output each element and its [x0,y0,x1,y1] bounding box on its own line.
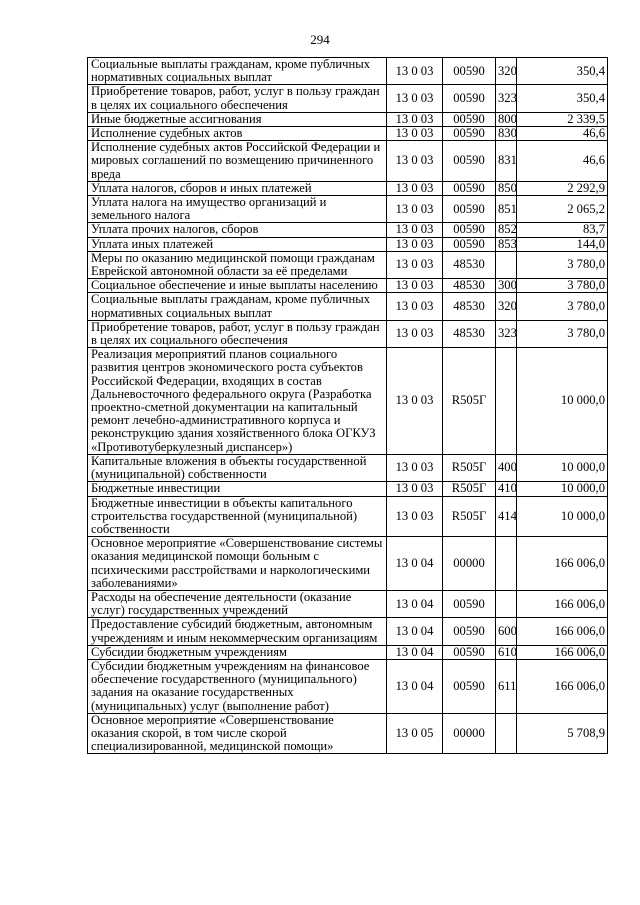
table-body [88,58,608,754]
program-code-cell: 13 0 03 [387,251,443,278]
expense-name-cell: Основное мероприятие «Совершенствование оказания скорой, в том числе скорой специализированной, медицинской помощи» [88,713,387,754]
expense-type-code-cell [496,348,517,455]
amount-cell: 166 006,0 [517,618,608,645]
expense-name-cell: Меры по оказанию медицинской помощи гражданам Еврейской автономной области за её пределами [88,251,387,278]
amount-cell: 144,0 [517,237,608,251]
amount-cell: 3 780,0 [517,320,608,347]
direction-code-cell: 00590 [443,196,496,223]
expense-name-cell: Приобретение товаров, работ, услуг в пользу граждан в целях их социального обеспечения [88,320,387,347]
direction-code-cell: 00590 [443,141,496,182]
table-row [88,320,608,347]
expense-name-cell: Приобретение товаров, работ, услуг в пользу граждан в целях их социального обеспечения [88,85,387,112]
program-code-cell: 13 0 03 [387,223,443,237]
expense-name-cell: Предоставление субсидий бюджетным, автономным учреждениям и иным некоммерческим организациям [88,618,387,645]
direction-code-cell: R505Г [443,496,496,537]
page-number: 294 [310,32,330,47]
expense-type-code-cell: 410 [496,482,517,496]
amount-cell: 166 006,0 [517,590,608,617]
program-code-cell: 13 0 03 [387,196,443,223]
expense-name-cell: Социальные выплаты гражданам, кроме публичных нормативных социальных выплат [88,293,387,320]
amount-cell: 46,6 [517,127,608,141]
program-code-cell: 13 0 03 [387,482,443,496]
direction-code-cell: 00590 [443,237,496,251]
budget-table [87,57,608,754]
direction-code-cell: 00590 [443,223,496,237]
table-row [88,618,608,645]
table-row [88,537,608,591]
expense-type-code-cell [496,251,517,278]
expense-type-code-cell: 852 [496,223,517,237]
direction-code-cell: 00590 [443,590,496,617]
amount-cell: 166 006,0 [517,645,608,659]
amount-cell: 166 006,0 [517,659,608,713]
table-row [88,590,608,617]
expense-type-code-cell: 414 [496,496,517,537]
program-code-cell: 13 0 03 [387,320,443,347]
program-code-cell: 13 0 03 [387,454,443,481]
direction-code-cell: 48530 [443,293,496,320]
expense-type-code-cell [496,713,517,754]
amount-cell: 2 065,2 [517,196,608,223]
table-row [88,85,608,112]
expense-type-code-cell: 320 [496,293,517,320]
amount-cell: 3 780,0 [517,279,608,293]
program-code-cell: 13 0 03 [387,237,443,251]
expense-name-cell: Уплата налога на имущество организаций и земельного налога [88,196,387,223]
program-code-cell: 13 0 03 [387,85,443,112]
program-code-cell: 13 0 03 [387,58,443,85]
program-code-cell: 13 0 05 [387,713,443,754]
amount-cell: 10 000,0 [517,348,608,455]
table-row [88,196,608,223]
table-row [88,348,608,455]
amount-cell: 3 780,0 [517,251,608,278]
table-row [88,454,608,481]
direction-code-cell: 00000 [443,537,496,591]
amount-cell: 2 292,9 [517,181,608,195]
program-code-cell: 13 0 03 [387,127,443,141]
expense-type-code-cell: 850 [496,181,517,195]
expense-name-cell: Расходы на обеспечение деятельности (оказание услуг) государственных учреждений [88,590,387,617]
table-row [88,112,608,126]
direction-code-cell: 48530 [443,320,496,347]
program-code-cell: 13 0 04 [387,645,443,659]
expense-type-code-cell: 851 [496,196,517,223]
amount-cell: 3 780,0 [517,293,608,320]
expense-type-code-cell: 853 [496,237,517,251]
expense-name-cell: Капитальные вложения в объекты государственной (муниципальной) собственности [88,454,387,481]
expense-type-code-cell: 831 [496,141,517,182]
program-code-cell: 13 0 04 [387,659,443,713]
expense-name-cell: Исполнение судебных актов Российской Федерации и мировых соглашений по возмещению причиненного вреда [88,141,387,182]
expense-name-cell: Реализация мероприятий планов социального развития центров экономического роста субъектов Российской Федерации, входящих в состав Дальневосточного федерального округа (Разработка проектно-сметной документации на капитальный ремонт лечебно-административного корпуса и реконструкцию здания хозяйственного блока ОГКУЗ «Противотуберкулезный диспансер») [88,348,387,455]
program-code-cell: 13 0 03 [387,279,443,293]
expense-name-cell: Иные бюджетные ассигнования [88,112,387,126]
amount-cell: 2 339,5 [517,112,608,126]
direction-code-cell: R505Г [443,348,496,455]
table-row [88,58,608,85]
expense-name-cell: Уплата иных платежей [88,237,387,251]
table-row [88,659,608,713]
amount-cell: 166 006,0 [517,537,608,591]
expense-name-cell: Социальное обеспечение и иные выплаты населению [88,279,387,293]
expense-name-cell: Бюджетные инвестиции [88,482,387,496]
direction-code-cell: 00590 [443,112,496,126]
expense-type-code-cell: 300 [496,279,517,293]
table-row [88,279,608,293]
direction-code-cell: 48530 [443,251,496,278]
program-code-cell: 13 0 03 [387,181,443,195]
direction-code-cell: 00590 [443,127,496,141]
expense-type-code-cell: 400 [496,454,517,481]
table-row [88,251,608,278]
program-code-cell: 13 0 04 [387,590,443,617]
amount-cell: 10 000,0 [517,482,608,496]
expense-name-cell: Уплата прочих налогов, сборов [88,223,387,237]
expense-name-cell: Социальные выплаты гражданам, кроме публичных нормативных социальных выплат [88,58,387,85]
amount-cell: 5 708,9 [517,713,608,754]
expense-type-code-cell: 600 [496,618,517,645]
expense-name-cell: Бюджетные инвестиции в объекты капитального строительства государственной (муниципальной) собственности [88,496,387,537]
table-row [88,223,608,237]
program-code-cell: 13 0 03 [387,112,443,126]
expense-type-code-cell [496,537,517,591]
amount-cell: 10 000,0 [517,454,608,481]
program-code-cell: 13 0 03 [387,496,443,537]
table-row [88,181,608,195]
direction-code-cell: 00590 [443,58,496,85]
expense-name-cell: Исполнение судебных актов [88,127,387,141]
amount-cell: 10 000,0 [517,496,608,537]
direction-code-cell: 00590 [443,181,496,195]
expense-type-code-cell: 830 [496,127,517,141]
expense-type-code-cell: 610 [496,645,517,659]
table-row [88,293,608,320]
program-code-cell: 13 0 04 [387,618,443,645]
amount-cell: 46,6 [517,141,608,182]
direction-code-cell: 00590 [443,659,496,713]
table-row [88,237,608,251]
expense-name-cell: Уплата налогов, сборов и иных платежей [88,181,387,195]
program-code-cell: 13 0 04 [387,537,443,591]
expense-type-code-cell: 323 [496,85,517,112]
expense-name-cell: Основное мероприятие «Совершенствование системы оказания медицинской помощи больным с психическими расстройствами и наркологическими заболеваниями» [88,537,387,591]
expense-name-cell: Субсидии бюджетным учреждениям [88,645,387,659]
table-row [88,482,608,496]
table-row [88,127,608,141]
program-code-cell: 13 0 03 [387,348,443,455]
program-code-cell: 13 0 03 [387,141,443,182]
amount-cell: 350,4 [517,85,608,112]
expense-type-code-cell: 611 [496,659,517,713]
table-row [88,713,608,754]
expense-type-code-cell [496,590,517,617]
amount-cell: 83,7 [517,223,608,237]
program-code-cell: 13 0 03 [387,293,443,320]
table-row [88,645,608,659]
direction-code-cell: 48530 [443,279,496,293]
direction-code-cell: 00590 [443,645,496,659]
expense-name-cell: Субсидии бюджетным учреждениям на финансовое обеспечение государственного (муниципального) задания на оказание государственных (муниципальных) услуг (выполнение работ) [88,659,387,713]
expense-type-code-cell: 320 [496,58,517,85]
direction-code-cell: 00590 [443,618,496,645]
direction-code-cell: 00000 [443,713,496,754]
expense-type-code-cell: 323 [496,320,517,347]
direction-code-cell: R505Г [443,482,496,496]
direction-code-cell: 00590 [443,85,496,112]
table-row [88,141,608,182]
amount-cell: 350,4 [517,58,608,85]
expense-type-code-cell: 800 [496,112,517,126]
direction-code-cell: R505Г [443,454,496,481]
table-row [88,496,608,537]
